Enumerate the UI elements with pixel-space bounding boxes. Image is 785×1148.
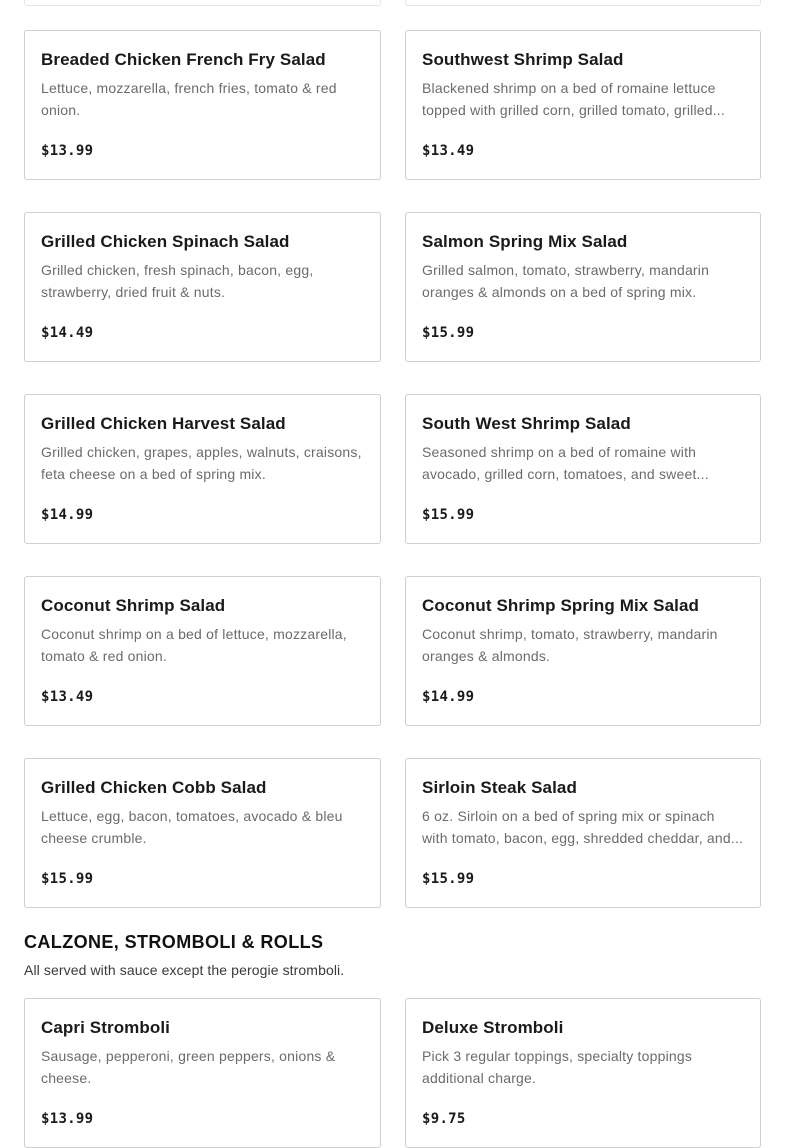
menu-item-card[interactable] — [24, 758, 381, 908]
item-price: $15.99 — [422, 871, 475, 887]
item-description: Grilled salmon, tomato, strawberry, mandarin oranges & almonds on a bed of spring mix. — [422, 262, 710, 300]
menu-item-card[interactable] — [405, 212, 761, 362]
item-price: $13.49 — [422, 143, 475, 159]
item-description: Lettuce, egg, bacon, tomatoes, avocado & bleu cheese crumble. — [41, 808, 343, 846]
item-description: Seasoned shrimp on a bed of romaine with avocado, grilled corn, tomatoes, and sweet... — [422, 444, 709, 482]
item-name: Coconut Shrimp Spring Mix Salad — [422, 596, 700, 615]
item-price: $13.99 — [41, 1111, 94, 1127]
item-description: Coconut shrimp, tomato, strawberry, mandarin oranges & almonds. — [422, 626, 718, 664]
item-name: Southwest Shrimp Salad — [422, 50, 624, 69]
menu-item-card[interactable] — [405, 998, 761, 1148]
item-name: Deluxe Stromboli — [422, 1018, 564, 1037]
item-description: Pick 3 regular toppings, specialty toppings additional charge. — [422, 1048, 693, 1086]
calzone-grid — [24, 998, 761, 1148]
item-price: $13.49 — [41, 689, 94, 705]
menu-item-card[interactable] — [405, 758, 761, 908]
item-price: $15.99 — [422, 507, 475, 523]
menu-item-card[interactable] — [24, 30, 381, 180]
item-name: Salmon Spring Mix Salad — [422, 232, 628, 251]
menu-item-card[interactable] — [24, 212, 381, 362]
menu-item-card[interactable] — [405, 30, 761, 180]
item-price: $15.99 — [41, 871, 94, 887]
menu-item-card[interactable] — [24, 998, 381, 1148]
menu-item-card[interactable] — [405, 576, 761, 726]
item-description: Grilled chicken, fresh spinach, bacon, egg, strawberry, dried fruit & nuts. — [41, 262, 314, 300]
section-subtitle: All served with sauce except the perogie stromboli. — [24, 962, 345, 978]
salads-grid — [24, 30, 761, 908]
menu-item-card[interactable] — [24, 394, 381, 544]
menu-item-card[interactable] — [24, 576, 381, 726]
item-price: $14.99 — [422, 689, 475, 705]
item-description: Blackened shrimp on a bed of romaine lettuce topped with grilled corn, grilled tomato, grilled... — [422, 80, 725, 118]
item-description: Grilled chicken, grapes, apples, walnuts, craisons, feta cheese on a bed of spring mix. — [41, 444, 362, 482]
section-heading: CALZONE, STROMBOLI & ROLLS — [24, 932, 324, 952]
item-name: South West Shrimp Salad — [422, 414, 631, 433]
item-price: $14.99 — [41, 507, 94, 523]
item-price: $14.49 — [41, 325, 94, 341]
item-price: $13.99 — [41, 143, 94, 159]
item-name: Grilled Chicken Cobb Salad — [41, 778, 267, 797]
item-description: Lettuce, mozzarella, french fries, tomato & red onion. — [41, 80, 337, 118]
item-name: Breaded Chicken French Fry Salad — [41, 50, 326, 69]
item-price: $15.99 — [422, 325, 475, 341]
previous-cards-edge — [24, 0, 761, 6]
menu-item-card[interactable] — [405, 394, 761, 544]
item-description: Coconut shrimp on a bed of lettuce, mozzarella, tomato & red onion. — [41, 626, 347, 664]
item-name: Grilled Chicken Harvest Salad — [41, 414, 286, 433]
item-name: Grilled Chicken Spinach Salad — [41, 232, 290, 251]
item-name: Capri Stromboli — [41, 1018, 171, 1037]
item-name: Coconut Shrimp Salad — [41, 596, 226, 615]
item-description: 6 oz. Sirloin on a bed of spring mix or spinach with tomato, bacon, egg, shredded cheddar, and... — [422, 808, 744, 846]
item-price: $9.75 — [422, 1111, 466, 1127]
item-name: Sirloin Steak Salad — [422, 778, 577, 797]
item-description: Sausage, pepperoni, green peppers, onions & cheese. — [41, 1048, 336, 1086]
